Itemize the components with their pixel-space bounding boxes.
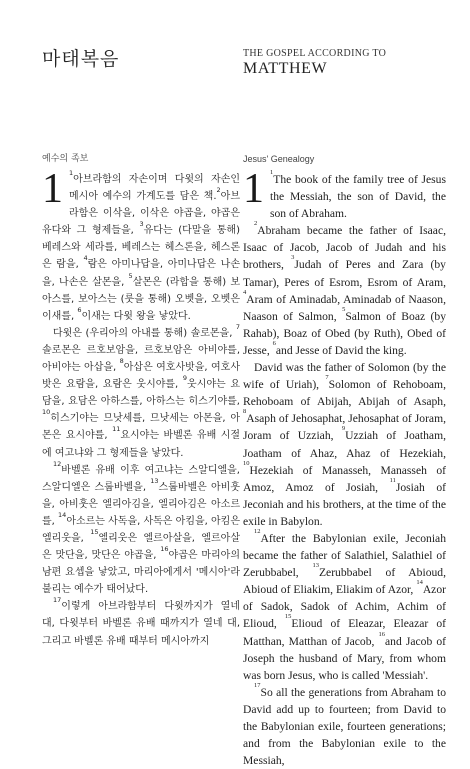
verse-text: Uzziah of Joatham, Joatham of Ahaz, Ahaz of Hezekiah, — [243, 429, 446, 460]
verse-text: Hezekiah of Manasseh, Manasseh of Amoz, Amoz of Josiah, — [243, 463, 446, 494]
verse-number: 10 — [243, 459, 250, 467]
verse-number: 6 — [77, 305, 82, 314]
verse-number: 7 — [325, 374, 329, 382]
verse-text: Solomon of Rehoboam, Rehoboam of Abijah, Abijah of Asaph, — [243, 378, 446, 409]
verse-number: 13 — [150, 476, 159, 485]
book-subtitle-english: THE GOSPEL ACCORDING TO — [243, 48, 387, 59]
paragraph — [42, 166, 240, 325]
verse-number: 5 — [342, 305, 346, 313]
book-title-english: MATTHEW — [243, 60, 328, 77]
chapter-number: 1 — [42, 166, 63, 212]
verse-text: After the Babylonian exile, Jeconiah became the father of Salathiel, Salathiel of Zerubbabel, — [243, 531, 446, 580]
verse-text: So all the generations from Abraham to David add up to fourteen; from David to the Babylonian exile, fourteen generations; and from the Babylonian exile to the Messiah, — [243, 685, 446, 768]
verse-text: 바벨론 유배 이후 여고냐는 스알디엘을, 스알디엘은 스룹바벨을, — [42, 464, 240, 493]
verse-text: 아소르는 사독을, 사독은 아킴을, 아킴은 엘리웃을, — [42, 515, 240, 544]
paragraph — [243, 359, 446, 530]
verse-text: Asaph of Jehosaphat, Jehosaphat of Joram, Joram of Uzziah, — [243, 412, 446, 443]
verse-number: 1 — [69, 169, 74, 177]
verse-text: 아브라함의 자손이며 다윗의 자손인 메시아 예수의 가계도를 담은 책. — [69, 174, 240, 203]
verse-text: 스룹바벨은 아비훗을, 아비훗은 엘리아김을, 엘리아김은 아소르를, — [42, 481, 240, 527]
verse-text: The book of the family tree of Jesus the Messiah, the son of David, the son of Abraham. — [270, 173, 446, 221]
verse-number: 12 — [254, 527, 261, 535]
verse-number: 14 — [416, 579, 423, 587]
verse-text: Elioud of Eleazar, Eleazar of Matthan, Matthan of Jacob, — [243, 617, 446, 648]
verse-text: David was the father of Solomon (by the wife of Uriah), — [243, 361, 446, 392]
verse-text: Judah of Peres and Zara (by Tamar), Peres of Esrom, Esrom of Aram, — [243, 258, 446, 289]
paragraph — [42, 322, 241, 462]
verse-number: 10 — [42, 408, 51, 417]
verse-text: 다윗은 (우리아의 아내를 통해) 솔로몬을, — [53, 327, 236, 339]
verse-number: 8 — [243, 408, 247, 416]
verse-number: 16 — [378, 630, 386, 638]
verse-text: Aram of Aminadab, Aminadab of Naason, Naason of Salmon, — [243, 292, 446, 323]
paragraph — [243, 527, 447, 684]
verse-number: 15 — [90, 527, 99, 536]
paragraph — [243, 166, 446, 222]
korean-text-body — [42, 166, 241, 650]
verse-number: 12 — [53, 459, 62, 468]
verse-number: 9 — [182, 374, 188, 383]
verse-text: 아삽은 여호사밧을, 여호사밧은 요람을, 요람은 웃시야를, — [42, 362, 240, 391]
verse-text: Azor of Sadok, Sadok of Achim, Achim of Elioud, — [243, 583, 446, 631]
verse-number: 1 — [270, 169, 274, 176]
verse-number: 11 — [112, 425, 121, 434]
korean-column — [42, 152, 240, 650]
verse-text: 웃시야는 요담을, 요담은 아하스를, 아하스는 히스기야를, — [42, 379, 241, 408]
verse-number: 13 — [312, 562, 319, 570]
verse-number: 4 — [243, 288, 247, 296]
paragraph — [42, 598, 240, 649]
verse-number: 5 — [128, 271, 133, 280]
verse-text: Abraham became the father of Isaac, Isaac of Jacob, Jacob of Judah and his brothers, — [243, 224, 446, 272]
verse-text: 엘리웃은 엘르아살을, 엘르아살은 맛단을, 맛단은 야곱을, — [42, 532, 240, 562]
verse-text: Josiah of Jeconiah and his brothers, at the time of the exile in Babylon. — [243, 480, 446, 528]
verse-text: 아브라함은 이삭을, 이삭은 야곱을, 야곱은 유다와 그 형제들을, — [42, 191, 240, 237]
verse-number: 11 — [389, 476, 396, 484]
verse-number: 16 — [160, 545, 169, 554]
verse-text: 유다는 (다말을 통해) 베레스와 세라를, 베레스는 헤스론을, 헤스론은 람을, — [42, 225, 240, 271]
verse-number: 15 — [284, 613, 292, 621]
english-column — [243, 152, 446, 769]
verse-number: 3 — [291, 254, 295, 262]
chapter-number: 1 — [243, 166, 264, 212]
verse-number: 17 — [53, 596, 62, 605]
verse-number: 2 — [254, 220, 258, 228]
paragraph — [243, 222, 446, 359]
verse-text: and Jacob of Joseph the husband of Mary, from whom was born Jesus, who is called 'Messiah'. — [243, 634, 447, 682]
verse-text: Salmon of Boaz (by Rahab), Boaz of Obed (by Ruth), Obed of Jesse, — [243, 309, 447, 357]
verse-number: 17 — [254, 681, 261, 689]
verse-number: 4 — [83, 254, 88, 263]
verse-text: 솔로몬은 르호보암을, 르호보암은 아비야를, 아비야는 아삽을, — [42, 344, 240, 374]
verse-text: 람은 아미나답을, 아미나답은 나손을, 나손은 살몬을, — [42, 259, 240, 288]
verse-number: 6 — [272, 339, 276, 347]
section-heading-english: Jesus' Genealogy — [243, 154, 315, 164]
verse-text: 이렇게 아브라함부터 다윗까지가 열네 대, 다윗부터 바벨론 유배 때까지가 열네 대, 그리고 바벨론 유배 때부터 메시아까지 — [42, 601, 240, 647]
verse-number: 2 — [216, 186, 221, 195]
verse-text: 살몬은 (라합을 통해) 보아스를, 보아스는 (룻을 통해) 오벳을, 오벳은 이새를, — [42, 276, 240, 322]
verse-number: 9 — [341, 425, 346, 433]
verse-text: 히스기야는 므낫세를, 므낫세는 아몬을, 아몬은 요시야를, — [42, 413, 240, 442]
english-text-body — [243, 166, 447, 769]
paragraph — [243, 681, 446, 769]
verse-text: Zerubbabel of Abioud, Abioud of Eliakim, Eliakim of Azor, — [243, 566, 446, 597]
verse-number: 14 — [58, 510, 67, 519]
verse-number: 7 — [235, 322, 240, 331]
verse-text: 이새는 다윗 왕을 낳았다. — [81, 310, 191, 322]
verse-text: 야곱은 마리아의 남편 요셉을 낳았고, 마리아에게서 '메시아'라 불리는 예수가 태어났다. — [42, 550, 240, 596]
verse-text: 요시야는 바벨론 유배 시절에 여고냐와 그 형제들을 낳았다. — [42, 430, 241, 459]
verse-number: 8 — [119, 357, 124, 366]
verse-text: and Jesse of David the king. — [275, 343, 407, 357]
paragraph — [42, 459, 240, 599]
section-heading-korean: 예수의 족보 — [42, 154, 89, 164]
verse-number: 3 — [139, 220, 144, 229]
book-title-korean: 마태복음 — [42, 48, 120, 70]
